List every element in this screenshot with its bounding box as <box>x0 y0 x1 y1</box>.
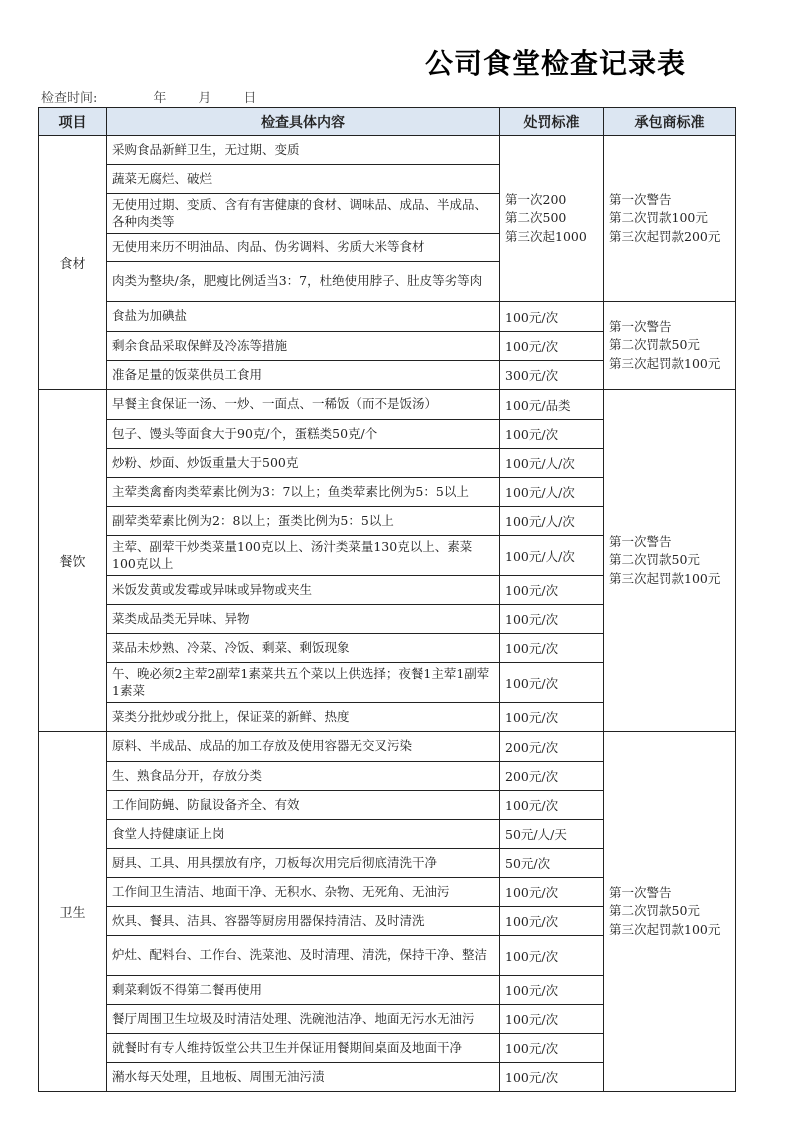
header-category: 项目 <box>39 108 107 136</box>
check-item: 菜类分批炒或分批上，保证菜的新鲜、热度 <box>107 703 500 732</box>
check-item: 剩菜剩饭不得第二餐再使用 <box>107 976 500 1005</box>
check-item: 主荤类禽畜肉类荤素比例为3：7以上；鱼类荤素比例为5：5以上 <box>107 478 500 507</box>
check-item: 原料、半成品、成品的加工存放及使用容器无交叉污染 <box>107 732 500 762</box>
penalty-value: 100元/次 <box>500 703 604 732</box>
check-item: 餐厅周围卫生垃圾及时清洁处理、洗碗池洁净、地面无污水无油污 <box>107 1005 500 1034</box>
check-item: 菜类成品类无异味、异物 <box>107 605 500 634</box>
table-row <box>39 732 736 762</box>
check-item: 潲水每天处理，且地板、周围无油污渍 <box>107 1063 500 1092</box>
check-item: 午、晚必须2主荤2副荤1素菜共五个菜以上供选择；夜餐1主荤1副荤1素菜 <box>107 663 500 703</box>
check-item: 无使用过期、变质、含有有害健康的食材、调味品、成品、半成品、各种肉类等 <box>107 194 500 234</box>
check-item: 炉灶、配料台、工作台、洗菜池、及时清理、清洗，保持干净、整洁 <box>107 936 500 976</box>
penalty-group-food: 第一次200 第二次500 第三次起1000 <box>500 136 604 302</box>
penalty-value: 300元/次 <box>500 361 604 390</box>
check-item: 副荤类荤素比例为2：8以上；蛋类比例为5：5以上 <box>107 507 500 536</box>
check-item: 食堂人持健康证上岗 <box>107 820 500 849</box>
check-item: 炊具、餐具、洁具、容器等厨房用器保持清洁、及时清洗 <box>107 907 500 936</box>
penalty-value: 100元/人/次 <box>500 507 604 536</box>
penalty-value: 100元/次 <box>500 634 604 663</box>
penalty-value: 200元/次 <box>500 762 604 791</box>
penalty-value: 100元/次 <box>500 302 604 332</box>
contractor-standard-food-2: 第一次警告 第二次罚款50元 第三次起罚款100元 <box>604 302 736 390</box>
inspection-date <box>41 87 256 106</box>
inspection-table <box>38 107 736 1092</box>
table-row <box>39 390 736 420</box>
check-item: 准备足量的饭菜供员工食用 <box>107 361 500 390</box>
header-penalty: 处罚标准 <box>500 108 604 136</box>
contractor-standard-food: 第一次警告 第二次罚款100元 第三次起罚款200元 <box>604 136 736 302</box>
penalty-value: 100元/次 <box>500 976 604 1005</box>
check-item: 肉类为整块/条，肥瘦比例适当3：7，杜绝使用脖子、肚皮等劣等肉 <box>107 262 500 302</box>
section-dining-label: 餐饮 <box>39 390 107 732</box>
penalty-value: 100元/次 <box>500 1034 604 1063</box>
penalty-value: 100元/次 <box>500 791 604 820</box>
year-label: 年 <box>153 91 167 106</box>
penalty-value: 200元/次 <box>500 732 604 762</box>
penalty-value: 100元/品类 <box>500 390 604 420</box>
check-item: 厨具、工具、用具摆放有序，刀板每次用完后彻底清洗干净 <box>107 849 500 878</box>
penalty-value: 100元/次 <box>500 907 604 936</box>
header-content: 检查具体内容 <box>107 108 500 136</box>
penalty-value: 100元/次 <box>500 878 604 907</box>
section-food-label: 食材 <box>39 136 107 390</box>
section-hygiene-label: 卫生 <box>39 732 107 1092</box>
check-item: 早餐主食保证一汤、一炒、一面点、一稀饭（而不是饭汤） <box>107 390 500 420</box>
penalty-value: 100元/次 <box>500 332 604 361</box>
check-item: 剩余食品采取保鲜及冷冻等措施 <box>107 332 500 361</box>
inspection-date-label: 检查时间: <box>41 91 98 106</box>
check-item: 采购食品新鲜卫生，无过期、变质 <box>107 136 500 165</box>
check-item: 食盐为加碘盐 <box>107 302 500 332</box>
penalty-value: 100元/次 <box>500 663 604 703</box>
month-label: 月 <box>198 91 212 106</box>
penalty-value: 100元/次 <box>500 420 604 449</box>
contractor-standard-hygiene: 第一次警告 第二次罚款50元 第三次起罚款100元 <box>604 732 736 1092</box>
contractor-standard-dining: 第一次警告 第二次罚款50元 第三次起罚款100元 <box>604 390 736 732</box>
check-item: 工作间卫生清洁、地面干净、无积水、杂物、无死角、无油污 <box>107 878 500 907</box>
check-item: 炒粉、炒面、炒饭重量大于500克 <box>107 449 500 478</box>
header-row <box>39 108 736 136</box>
penalty-value: 50元/人/天 <box>500 820 604 849</box>
check-item: 蔬菜无腐烂、破烂 <box>107 165 500 194</box>
penalty-value: 100元/次 <box>500 1063 604 1092</box>
table-row <box>39 136 736 165</box>
check-item: 生、熟食品分开，存放分类 <box>107 762 500 791</box>
page-title: 公司食堂检查记录表 <box>424 47 686 80</box>
check-item: 菜品未炒熟、冷菜、冷饭、剩菜、剩饭现象 <box>107 634 500 663</box>
penalty-value: 100元/人/次 <box>500 449 604 478</box>
penalty-value: 100元/人/次 <box>500 478 604 507</box>
penalty-value: 50元/次 <box>500 849 604 878</box>
penalty-value: 100元/人/次 <box>500 536 604 576</box>
penalty-value: 100元/次 <box>500 1005 604 1034</box>
header-contractor: 承包商标准 <box>604 108 736 136</box>
penalty-value: 100元/次 <box>500 576 604 605</box>
check-item: 就餐时有专人维持饭堂公共卫生并保证用餐期间桌面及地面干净 <box>107 1034 500 1063</box>
penalty-value: 100元/次 <box>500 605 604 634</box>
check-item: 主荤、副荤干炒类菜量100克以上、汤汁类菜量130克以上、素菜100克以上 <box>107 536 500 576</box>
penalty-value: 100元/次 <box>500 936 604 976</box>
check-item: 包子、馒头等面食大于90克/个，蛋糕类50克/个 <box>107 420 500 449</box>
day-label: 日 <box>243 91 257 106</box>
table-row <box>39 302 736 332</box>
check-item: 米饭发黄或发霉或异味或异物或夹生 <box>107 576 500 605</box>
check-item: 工作间防蝇、防鼠设备齐全、有效 <box>107 791 500 820</box>
check-item: 无使用来历不明油品、肉品、伪劣调料、劣质大米等食材 <box>107 234 500 262</box>
